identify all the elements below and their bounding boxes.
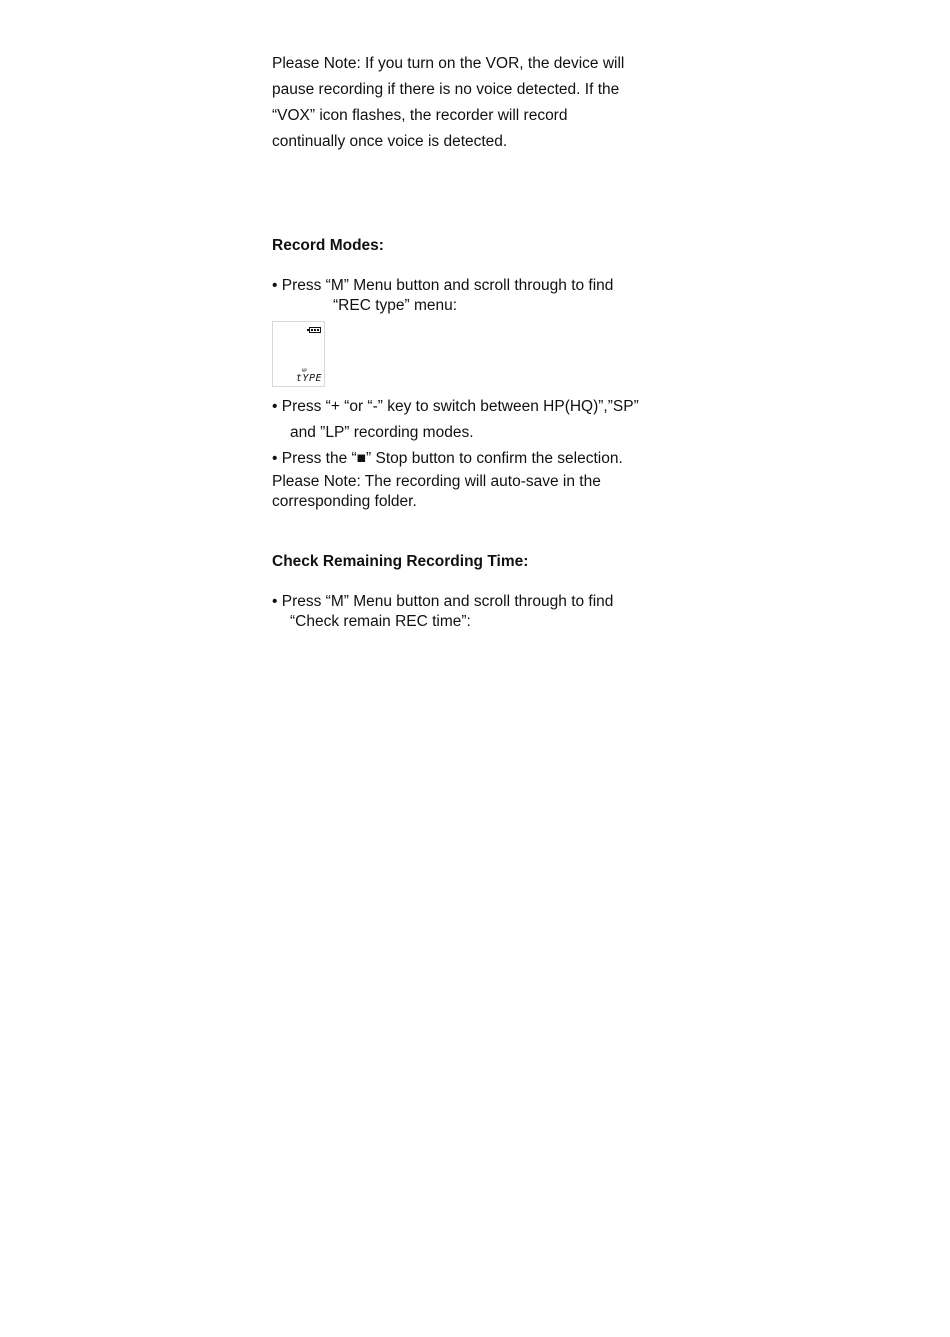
record-modes-bullet-2-line-2: and ”LP” recording modes. [290,424,474,441]
remaining-time-bullet-1-line-2: “Check remain REC time”: [290,613,471,630]
lcd-type-label: tYPE [295,373,322,384]
vor-note-line-2: pause recording if there is no voice detected. If the [272,81,620,98]
record-modes-note-line-2: corresponding folder. [272,493,417,510]
lcd-display-illustration [272,321,325,387]
vor-note-line-1: Please Note: If you turn on the VOR, the device will [272,55,625,72]
battery-icon [309,327,321,333]
record-modes-bullet-1-line-2: “REC type” menu: [333,297,458,314]
vor-note-line-4: continually once voice is detected. [272,133,508,150]
record-modes-bullet-2-line-1: • Press “+ “or “-” key to switch between HP(HQ)”,”SP” [272,398,639,415]
record-modes-note-line-1: Please Note: The recording will auto-save in the [272,473,601,490]
remaining-time-bullet-1-line-1: • Press “M” Menu button and scroll through to find [272,593,614,610]
record-modes-bullet-1-line-1: • Press “M” Menu button and scroll through to find [272,277,614,294]
record-modes-heading: Record Modes: [272,237,384,254]
record-modes-bullet-3: • Press the “■” Stop button to confirm the selection. [272,450,623,467]
vor-note-line-3: “VOX” icon flashes, the recorder will record [272,107,568,124]
remaining-time-heading: Check Remaining Recording Time: [272,553,529,570]
lcd-mode-label: HP [302,368,307,373]
